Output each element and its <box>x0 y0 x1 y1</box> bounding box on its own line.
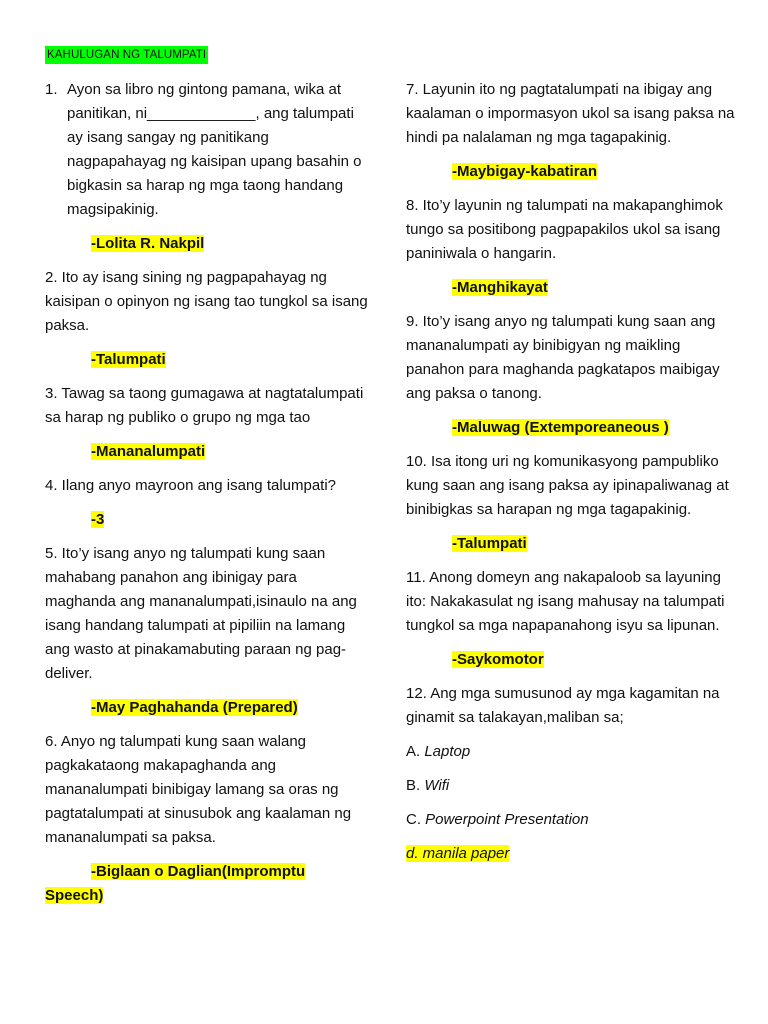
question-5: 5. Ito’y isang anyo ng talumpati kung saan mahabang panahon ang ibinigay para maghanda ang mananalumpati,isinaulo na ang isang handang talumpati at pipiliin na lamang ang wasto at pinakamabuting paraan ng pag-deliver. <box>45 545 357 682</box>
answer-6-line-2: Speech) <box>45 887 104 904</box>
answer-2: -Talumpati <box>91 351 166 368</box>
document-title: KAHULUGAN NG TALUMPATI <box>45 46 208 64</box>
option-a-text: Laptop <box>424 743 471 760</box>
option-a <box>406 740 736 764</box>
option-b <box>406 774 736 798</box>
option-b-text: Wifi <box>424 777 450 794</box>
question-1 <box>45 78 370 222</box>
option-c <box>406 808 736 832</box>
question-11: 11. Anong domeyn ang nakapaloob sa layuning ito: Nakakasulat ng isang mahusay na talumpati tungkol sa mga napapanahong isyu sa lipunan. <box>406 569 725 634</box>
answer-1: -Lolita R. Nakpil <box>91 235 205 252</box>
question-9: 9. Ito’y isang anyo ng talumpati kung saan ang mananalumpati ay binibigyan ng maikling panahon para maghanda pagkatapos maibigay ang paksa o tanong. <box>406 313 720 402</box>
option-c-label: C. <box>406 811 426 828</box>
option-d <box>406 842 736 866</box>
question-1-number: 1. <box>45 81 58 98</box>
question-12: 12. Ang mga sumusunod ay mga kagamitan na ginamit sa talakayan,maliban sa; <box>406 685 720 726</box>
answer-10: -Talumpati <box>452 535 527 552</box>
option-c-text: Powerpoint Presentation <box>425 811 589 828</box>
question-10: 10. Isa itong uri ng komunikasyong pampubliko kung saan ang isang paksa ay ipinapaliwanag at binibigkas sa harapan ng mga tagapakinig. <box>406 453 729 518</box>
answer-4: -3 <box>91 511 105 528</box>
question-1-text: Ayon sa libro ng gintong pamana, wika at panitikan, ni_____________, ang talumpati ay isang sangay ng panitikang nagpapahayag ng kaisipan upang basahin o bigkasin sa harap ng mga taong handang magsipakinig. <box>67 81 362 218</box>
answer-11: -Saykomotor <box>452 651 544 668</box>
answer-7: -Maybigay-kabatiran <box>452 163 598 180</box>
answer-6-line-1: -Biglaan o Daglian(Impromptu <box>91 863 306 880</box>
option-b-label: B. <box>406 777 425 794</box>
option-a-label: A. <box>406 743 425 760</box>
answer-5: -May Paghahanda (Prepared) <box>91 699 298 716</box>
right-column <box>406 78 736 876</box>
question-8: 8. Ito’y layunin ng talumpati na makapanghimok tungo sa positibong pagpapakilos ukol sa isang paniniwala o hangarin. <box>406 197 723 262</box>
left-column <box>45 78 370 918</box>
answer-8: -Manghikayat <box>452 279 548 296</box>
question-6: 6. Anyo ng talumpati kung saan walang pagkakataong makapaghanda ang mananalumpati binibigay lamang sa oras ng pagtatalumpati at sinusubok ang kaalaman ng mananalumpati sa paksa. <box>45 733 352 846</box>
question-3: 3. Tawag sa taong gumagawa at nagtatalumpati sa harap ng publiko o grupo ng mga tao <box>45 385 364 426</box>
question-4: 4. Ilang anyo mayroon ang isang talumpati? <box>45 477 337 494</box>
question-7: 7. Layunin ito ng pagtatalumpati na ibigay ang kaalaman o impormasyon ukol sa isang paksa na hindi pa nalalaman ng mga tagapakinig. <box>406 81 735 146</box>
option-d-answer: d. manila paper <box>406 845 510 862</box>
question-2: 2. Ito ay isang sining ng pagpapahayag ng kaisipan o opinyon ng isang tao tungkol sa isang paksa. <box>45 269 368 334</box>
answer-9: -Maluwag (Extemporeaneous ) <box>452 419 669 436</box>
answer-3: -Mananalumpati <box>91 443 206 460</box>
